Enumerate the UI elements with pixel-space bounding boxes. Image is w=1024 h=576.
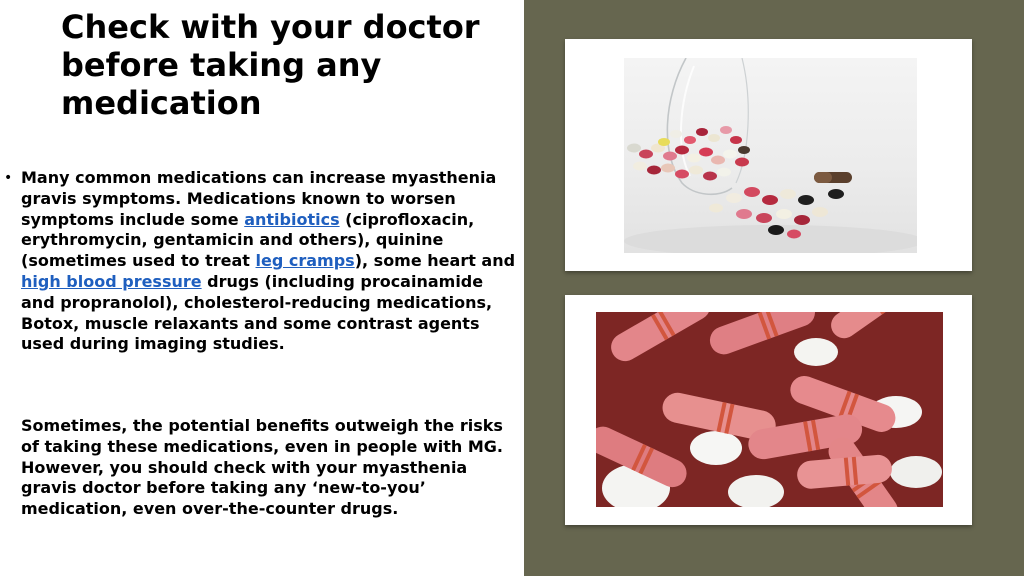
link-leg-cramps[interactable]: leg cramps <box>255 251 355 271</box>
paragraph-benefits-warning: Sometimes, the potential benefits outweigh the risks of taking these medications, even in people with MG. However, you should check with your myasthenia gravis doctor before taking any ‘new-to-you’ medication, even over-the-counter drugs. <box>21 416 503 519</box>
photo-frame-pills <box>565 39 972 271</box>
text-intro: Many common medications can increase myasthenia gravis symptoms. Medications known to worsen symptoms include some <box>21 168 497 229</box>
bullet-marker: • <box>4 170 13 186</box>
image-panel <box>524 0 1024 576</box>
text-antibiotic-examples: (ciprofloxacin, erythromycin, gentamicin and others), quinine (sometimes used to treat <box>21 209 475 271</box>
capsules-photo <box>596 312 943 507</box>
text-other-drugs: drugs (including procainamide and propranolol), cholesterol-reducing medications, Botox, muscle relaxants and some contrast agents used during imaging studies. <box>21 271 493 354</box>
slide-title: Check with your doctor before taking any medication <box>61 8 480 122</box>
pills-photo <box>624 58 917 253</box>
link-antibiotics[interactable]: antibiotics <box>244 209 340 229</box>
photo-frame-capsules <box>565 295 972 525</box>
paragraph-medications-list <box>21 168 521 355</box>
text-heart-drugs: ), some heart and <box>354 251 516 271</box>
link-high-blood-pressure[interactable]: high blood pressure <box>21 271 202 291</box>
